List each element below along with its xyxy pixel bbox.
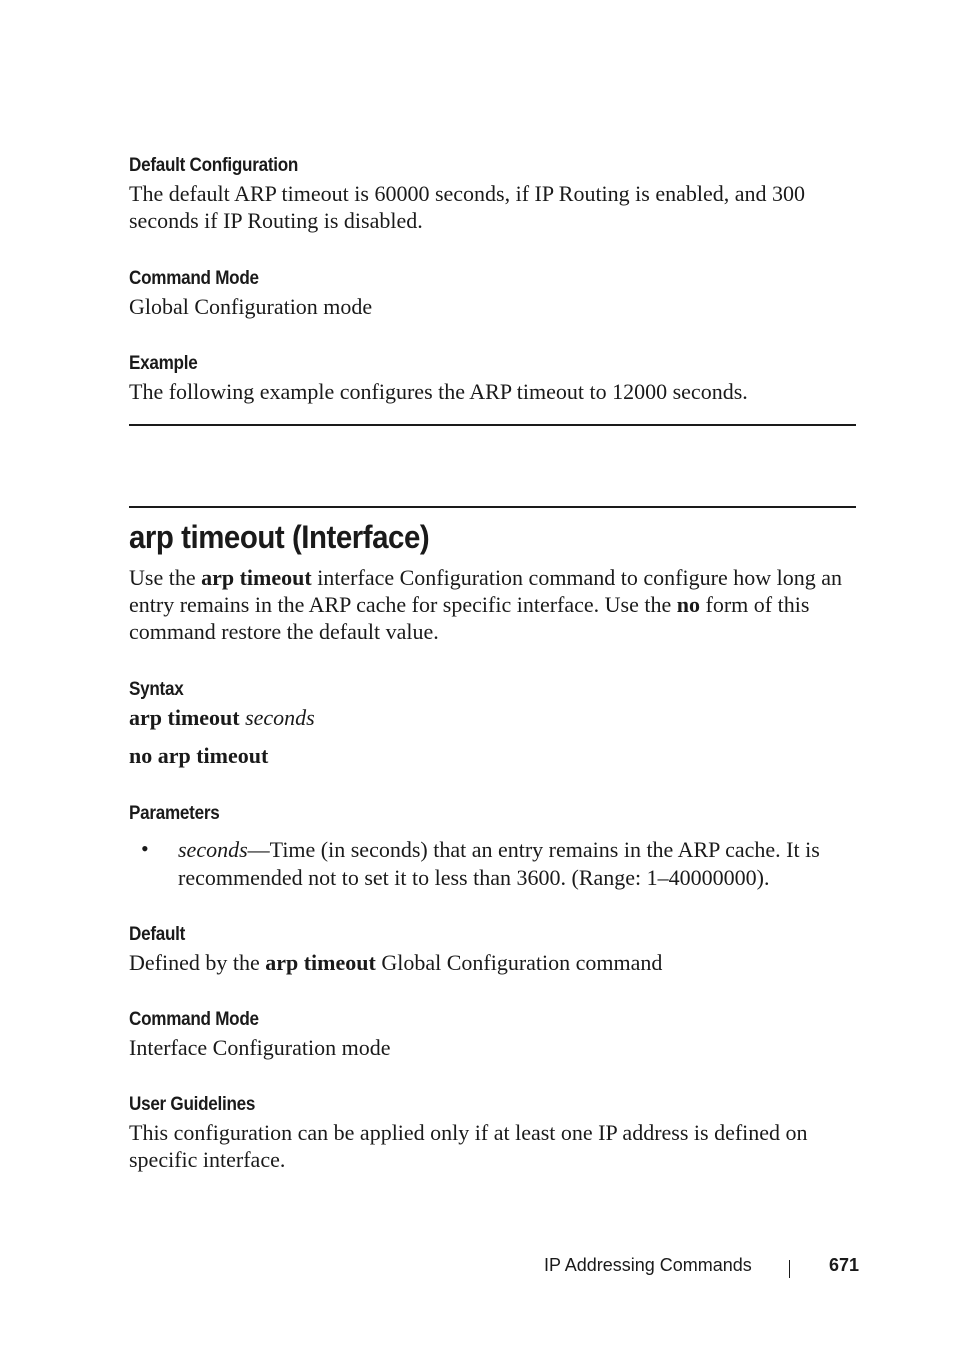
default-configuration-text: The default ARP timeout is 60000 seconds, if IP Routing is enabled, and 300 seconds if IP Routing is disabled. xyxy=(129,181,806,233)
user-guidelines-heading: User Guidelines xyxy=(129,1094,256,1115)
example-text: The following example configures the ARP timeout to 12000 seconds. xyxy=(129,379,748,404)
command-name-bold: arp timeout xyxy=(201,565,312,590)
command-intro: Use the arp timeout interface Configuration command to configure how long an entry remains in the ARP cache for specific interface. Use the no form of this command restore the default value. xyxy=(129,565,842,644)
command-title: arp timeout (Interface) xyxy=(129,519,430,555)
command-mode-heading: Command Mode xyxy=(129,268,259,289)
interface-command-mode-text: Interface Configuration mode xyxy=(129,1035,391,1060)
parameter-description: —Time (in seconds) that an entry remains in the ARP cache. It is recommended not to set it to less than 3600. (Range: 1–40000000). xyxy=(178,837,820,890)
default-configuration-heading: Default Configuration xyxy=(129,155,299,176)
no-keyword-bold: no xyxy=(676,592,700,617)
interface-command-mode-heading: Command Mode xyxy=(129,1009,259,1030)
syntax-line-1: arp timeout seconds xyxy=(129,705,315,730)
footer-separator xyxy=(789,1260,790,1278)
footer-page-number: 671 xyxy=(829,1255,860,1275)
section-end-rule xyxy=(129,424,856,426)
command-mode-text: Global Configuration mode xyxy=(129,294,373,319)
parameter-name: seconds xyxy=(178,837,248,862)
user-guidelines-text: This configuration can be applied only if at least one IP address is defined on specific interface. xyxy=(129,1120,808,1172)
parameter-bullet: • xyxy=(141,836,149,861)
section-start-rule xyxy=(129,506,856,508)
syntax-heading: Syntax xyxy=(129,679,184,700)
footer-section-name: IP Addressing Commands xyxy=(544,1255,752,1275)
parameters-heading: Parameters xyxy=(129,803,220,824)
default-heading: Default xyxy=(129,924,186,945)
default-text: Defined by the arp timeout Global Configuration command xyxy=(129,950,663,975)
parameter-item xyxy=(178,836,858,892)
syntax-line-2: no arp timeout xyxy=(129,743,269,768)
example-heading: Example xyxy=(129,353,198,374)
syntax-argument: seconds xyxy=(245,705,315,730)
